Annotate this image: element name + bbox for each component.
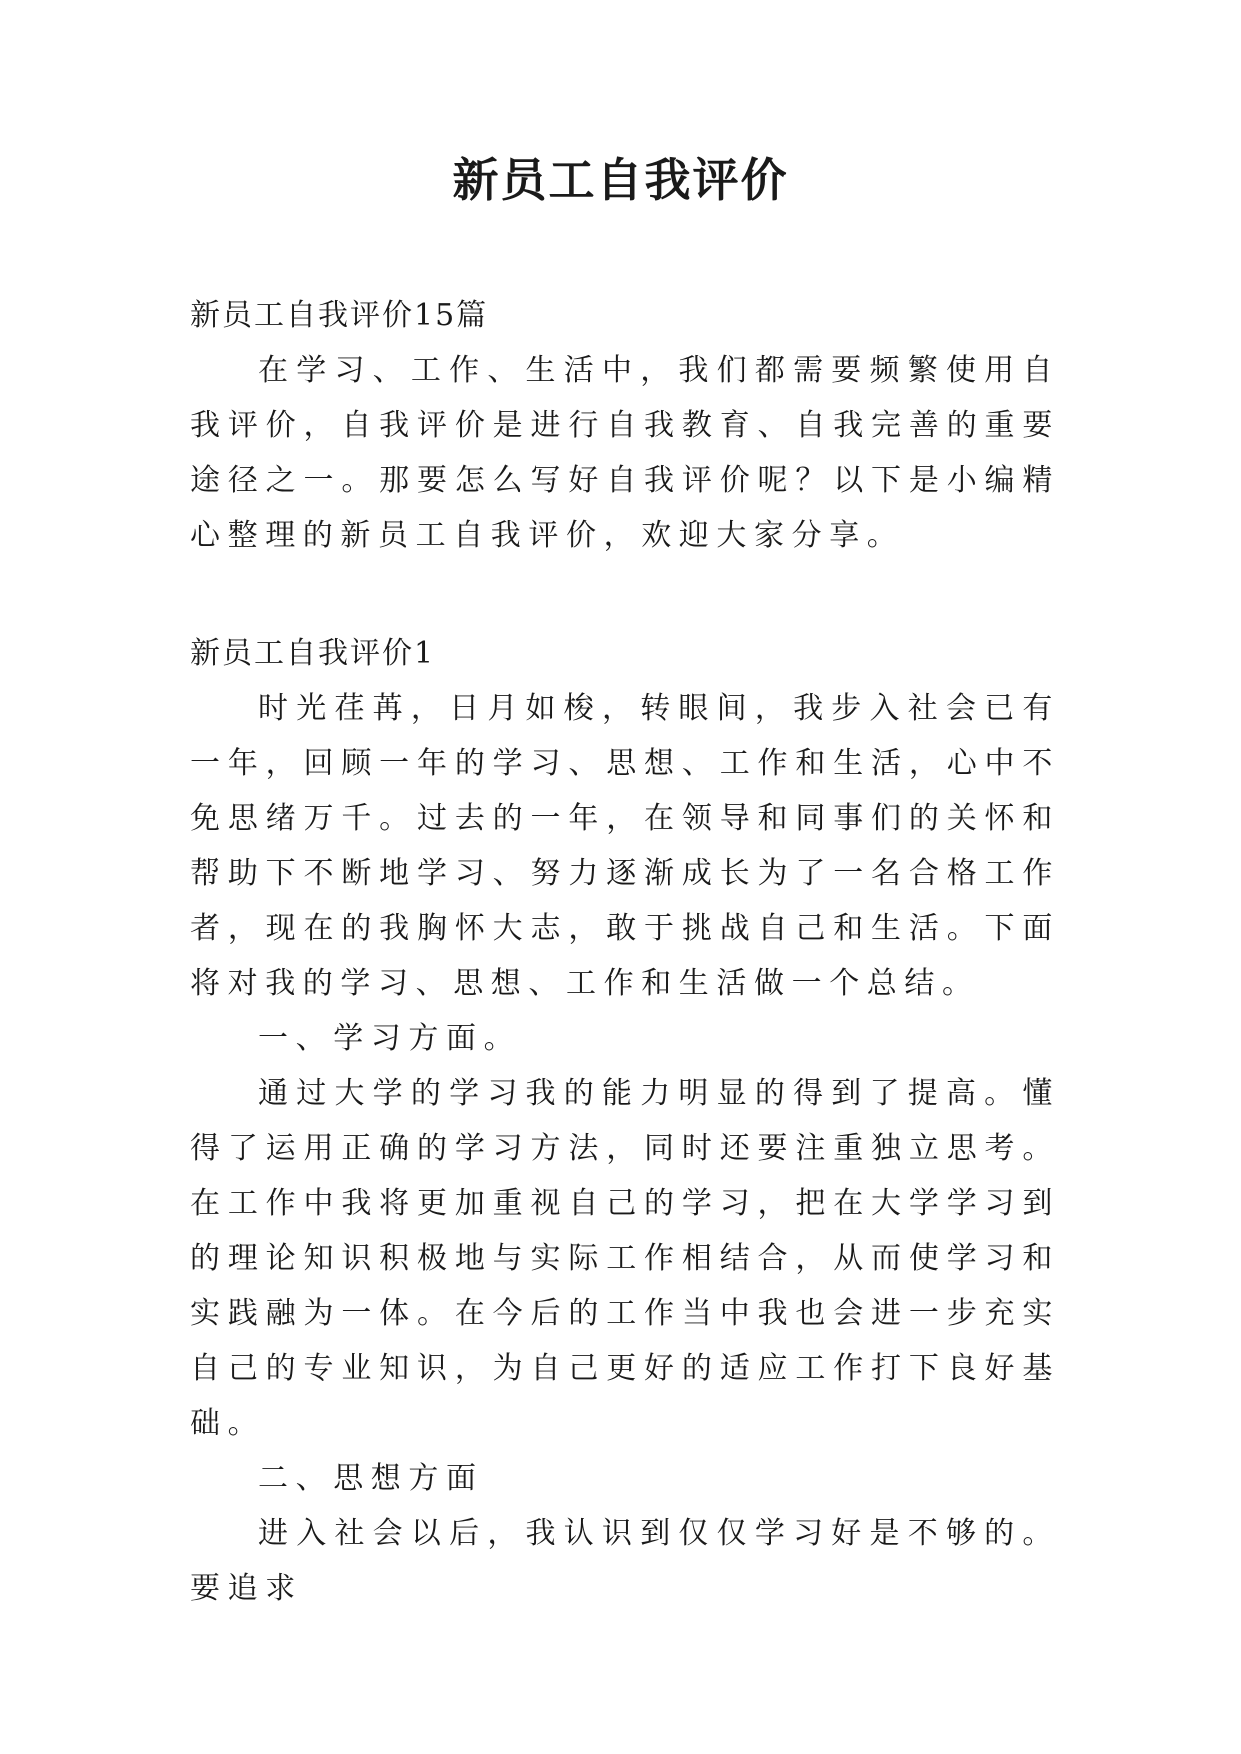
subheading-thought: 二、思想方面	[258, 1461, 484, 1496]
body-paragraph: 进入社会以后，我认识到仅仅学习好是不够的。要追求	[190, 1516, 1060, 1606]
section-heading: 新员工自我评价1	[190, 636, 436, 671]
body-paragraph: 时光荏苒，日月如梭，转眼间，我步入社会已有一年，回顾一年的学习、思想、工作和生活，心中不免思绪万千。过去的一年，在领导和同事们的关怀和帮助下不断地学习、努力逐渐成长为了一名合格工作者，现在的我胸怀大志，敢于挑战自己和生活。下面将对我的学习、思想、工作和生活做一个总结。	[190, 691, 1060, 1001]
document-body	[190, 288, 1060, 1616]
section-spacer	[190, 563, 1060, 626]
subheading-study: 一、学习方面。	[258, 1021, 522, 1056]
intro-heading: 新员工自我评价15篇	[190, 298, 489, 333]
document-title: 新员工自我评价	[452, 153, 789, 207]
body-paragraph: 通过大学的学习我的能力明显的得到了提高。懂得了运用正确的学习方法，同时还要注重独立思考。在工作中我将更加重视自己的学习，把在大学学习到的理论知识积极地与实际工作相结合，从而使学习和实践融为一体。在今后的工作当中我也会进一步充实自己的专业知识，为自己更好的适应工作打下良好基础。	[190, 1076, 1060, 1441]
intro-paragraph: 在学习、工作、生活中，我们都需要频繁使用自我评价，自我评价是进行自我教育、自我完善的重要途径之一。那要怎么写好自我评价呢？以下是小编精心整理的新员工自我评价，欢迎大家分享。	[190, 353, 1060, 553]
